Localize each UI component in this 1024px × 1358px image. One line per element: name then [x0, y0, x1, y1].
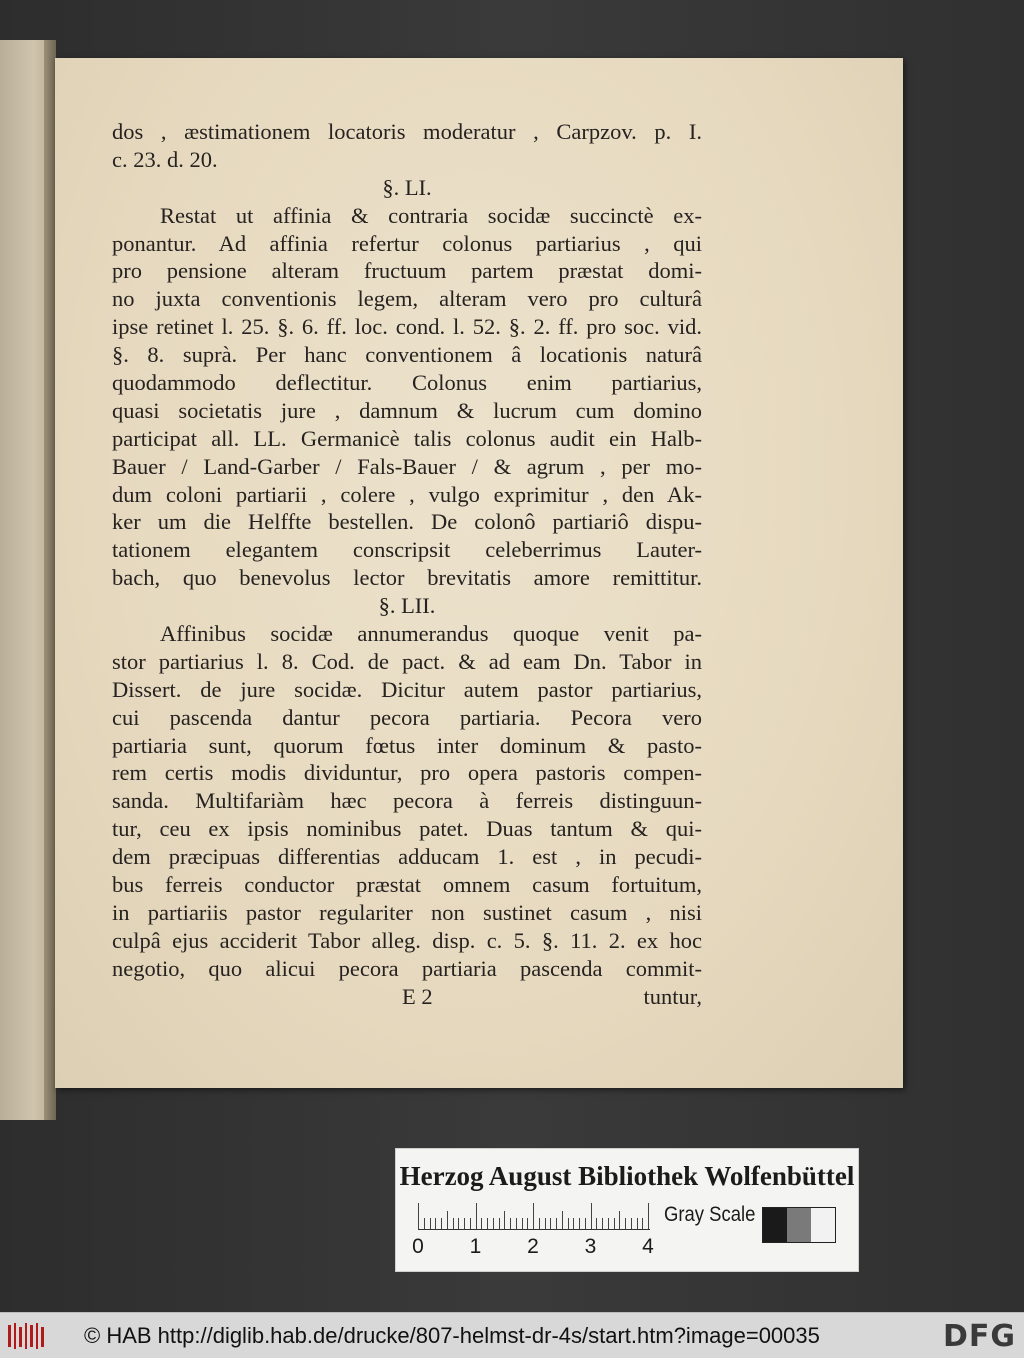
ruler-tick — [447, 1211, 448, 1229]
text-line: c. 23. d. 20. — [112, 146, 218, 172]
ruler-tick — [573, 1218, 574, 1229]
ruler-tick — [424, 1218, 425, 1229]
ruler-tick — [562, 1211, 563, 1229]
text-line: in partiariis pastor regulariter non sustinet casum , nisi — [112, 899, 702, 925]
page-text — [112, 118, 702, 1011]
text-line: quodammodo deflectitur. Colonus enim partiarius, — [112, 370, 702, 396]
ruler-tick — [568, 1218, 569, 1229]
text-line: bus ferreis conductor præstat omnem casum fortuitum, — [112, 872, 702, 898]
ruler-tick — [510, 1218, 511, 1229]
viewer-footer — [0, 1312, 1024, 1358]
ruler-tick — [545, 1218, 546, 1229]
catchword: tuntur, — [643, 983, 702, 1009]
ruler-tick — [614, 1218, 615, 1229]
ruler-tick — [591, 1203, 592, 1229]
ruler-tick — [453, 1218, 454, 1229]
gray-scale-swatches — [762, 1207, 836, 1243]
text-line: dum coloni partiarii , colere , vulgo exprimitur , den Ak- — [112, 481, 702, 507]
text-line: ker um die Helffte bestellen. De colonô partiariô dispu- — [112, 509, 702, 535]
ruler-number: 4 — [642, 1235, 654, 1258]
ruler-tick — [637, 1218, 638, 1229]
ruler-tick — [631, 1218, 632, 1229]
ruler-tick — [481, 1218, 482, 1229]
text-line: stor partiarius l. 8. Cod. de pact. & ad eam Dn. Tabor in — [112, 648, 702, 674]
ruler-tick — [533, 1203, 534, 1229]
ruler-tick — [476, 1203, 477, 1229]
text-line: dem præcipuas differentias adducam 1. est , in pecudi- — [112, 844, 702, 870]
dfg-logo: DFG — [942, 1319, 1016, 1354]
ruler-tick — [642, 1218, 643, 1229]
ruler-number: 1 — [469, 1235, 482, 1258]
ruler-tick — [516, 1218, 517, 1229]
text-line: tationem elegantem conscripsit celeberrimus Lauter- — [112, 537, 702, 563]
gray-swatch — [763, 1208, 787, 1242]
ruler-number: 2 — [527, 1235, 539, 1258]
gray-scale-label: Gray Scale — [664, 1203, 756, 1226]
ruler-tick — [499, 1218, 500, 1229]
gray-swatch — [811, 1208, 835, 1242]
ruler-tick — [430, 1218, 431, 1229]
ruler-tick — [602, 1218, 603, 1229]
signature-mark: E 2 — [402, 983, 433, 1009]
ruler-number: 3 — [584, 1235, 597, 1258]
ruler-tick — [522, 1218, 523, 1229]
ruler-tick — [464, 1218, 465, 1229]
section-heading: §. LI. — [382, 174, 432, 200]
ruler-tick — [556, 1218, 557, 1229]
ruler-tick — [550, 1218, 551, 1229]
text-line: Restat ut affinia & contraria socidæ succinctè ex- — [160, 202, 702, 228]
text-line: Dissert. de jure socidæ. Dicitur autem pastor partiarius, — [112, 676, 702, 702]
text-line: bach, quo benevolus lector brevitatis amore remittitur. — [112, 565, 702, 591]
ruler-tick — [648, 1203, 649, 1229]
text-line: dos , æstimationem locatoris moderatur , Carpzov. p. I. — [112, 119, 702, 144]
ruler-number: 0 — [412, 1235, 424, 1258]
ruler-tick — [527, 1218, 528, 1229]
ruler-tick — [585, 1218, 586, 1229]
hab-barcode-icon — [6, 1321, 48, 1351]
ruler-tick — [435, 1218, 436, 1229]
ruler-tick — [458, 1218, 459, 1229]
text-line: culpâ ejus acciderit Tabor alleg. disp. c. 5. §. 11. 2. ex hoc — [112, 927, 702, 953]
ruler-tick — [625, 1218, 626, 1229]
ruler-tick — [596, 1218, 597, 1229]
text-line: pro pensione alteram fructuum partem præstat domi- — [112, 258, 702, 284]
copyright-url[interactable]: © HAB http://diglib.hab.de/drucke/807-helmst-dr-4s/start.htm?image=00035 — [84, 1323, 820, 1348]
section-heading: §. LII. — [378, 593, 436, 619]
ruler-tick — [487, 1218, 488, 1229]
text-line: tur, ceu ex ipsis nominibus patet. Duas tantum & qui- — [112, 816, 702, 842]
page-footer-line — [112, 983, 702, 1011]
ruler-tick — [579, 1218, 580, 1229]
ruler-tick — [608, 1218, 609, 1229]
ruler-tick — [441, 1218, 442, 1229]
ruler-tick — [539, 1218, 540, 1229]
gray-swatch — [787, 1208, 811, 1242]
ruler-tick — [504, 1211, 505, 1229]
ruler-tick — [470, 1218, 471, 1229]
text-line: cui pascenda dantur pecora partiaria. Pecora vero — [112, 704, 702, 730]
ruler-tick — [418, 1203, 419, 1229]
text-line: negotio, quo alicui pecora partiaria pascenda commit- — [112, 955, 702, 981]
measurement-ruler — [418, 1201, 650, 1230]
text-line: ponantur. Ad affinia refertur colonus partiarius , qui — [112, 230, 702, 256]
text-line: rem certis modis dividuntur, pro opera pastoris compen- — [112, 760, 702, 786]
text-line: no juxta conventionis legem, alteram vero pro culturâ — [112, 286, 702, 312]
text-line: sanda. Multifariàm hæc pecora à ferreis distinguun- — [112, 788, 702, 814]
text-line: quasi societatis jure , damnum & lucrum cum domino — [112, 397, 702, 423]
ruler-tick — [493, 1218, 494, 1229]
text-line: Bauer / Land-Garber / Fals-Bauer / & agrum , per mo- — [112, 453, 702, 479]
library-name: Herzog August Bibliothek Wolfenbüttel — [399, 1161, 855, 1191]
text-line: partiaria sunt, quorum fœtus inter dominum & pasto- — [112, 732, 702, 758]
text-line: participat all. LL. Germanicè talis colonus audit ein Halb- — [112, 425, 702, 451]
library-color-card — [395, 1148, 859, 1272]
text-line: Affinibus socidæ annumerandus quoque venit pa- — [160, 621, 702, 647]
text-line: §. 8. suprà. Per hanc conventionem â locationis naturâ — [112, 342, 702, 368]
ruler-tick — [619, 1211, 620, 1229]
text-line: ipse retinet l. 25. §. 6. ff. loc. cond. l. 52. §. 2. ff. pro soc. vid. — [112, 314, 702, 340]
